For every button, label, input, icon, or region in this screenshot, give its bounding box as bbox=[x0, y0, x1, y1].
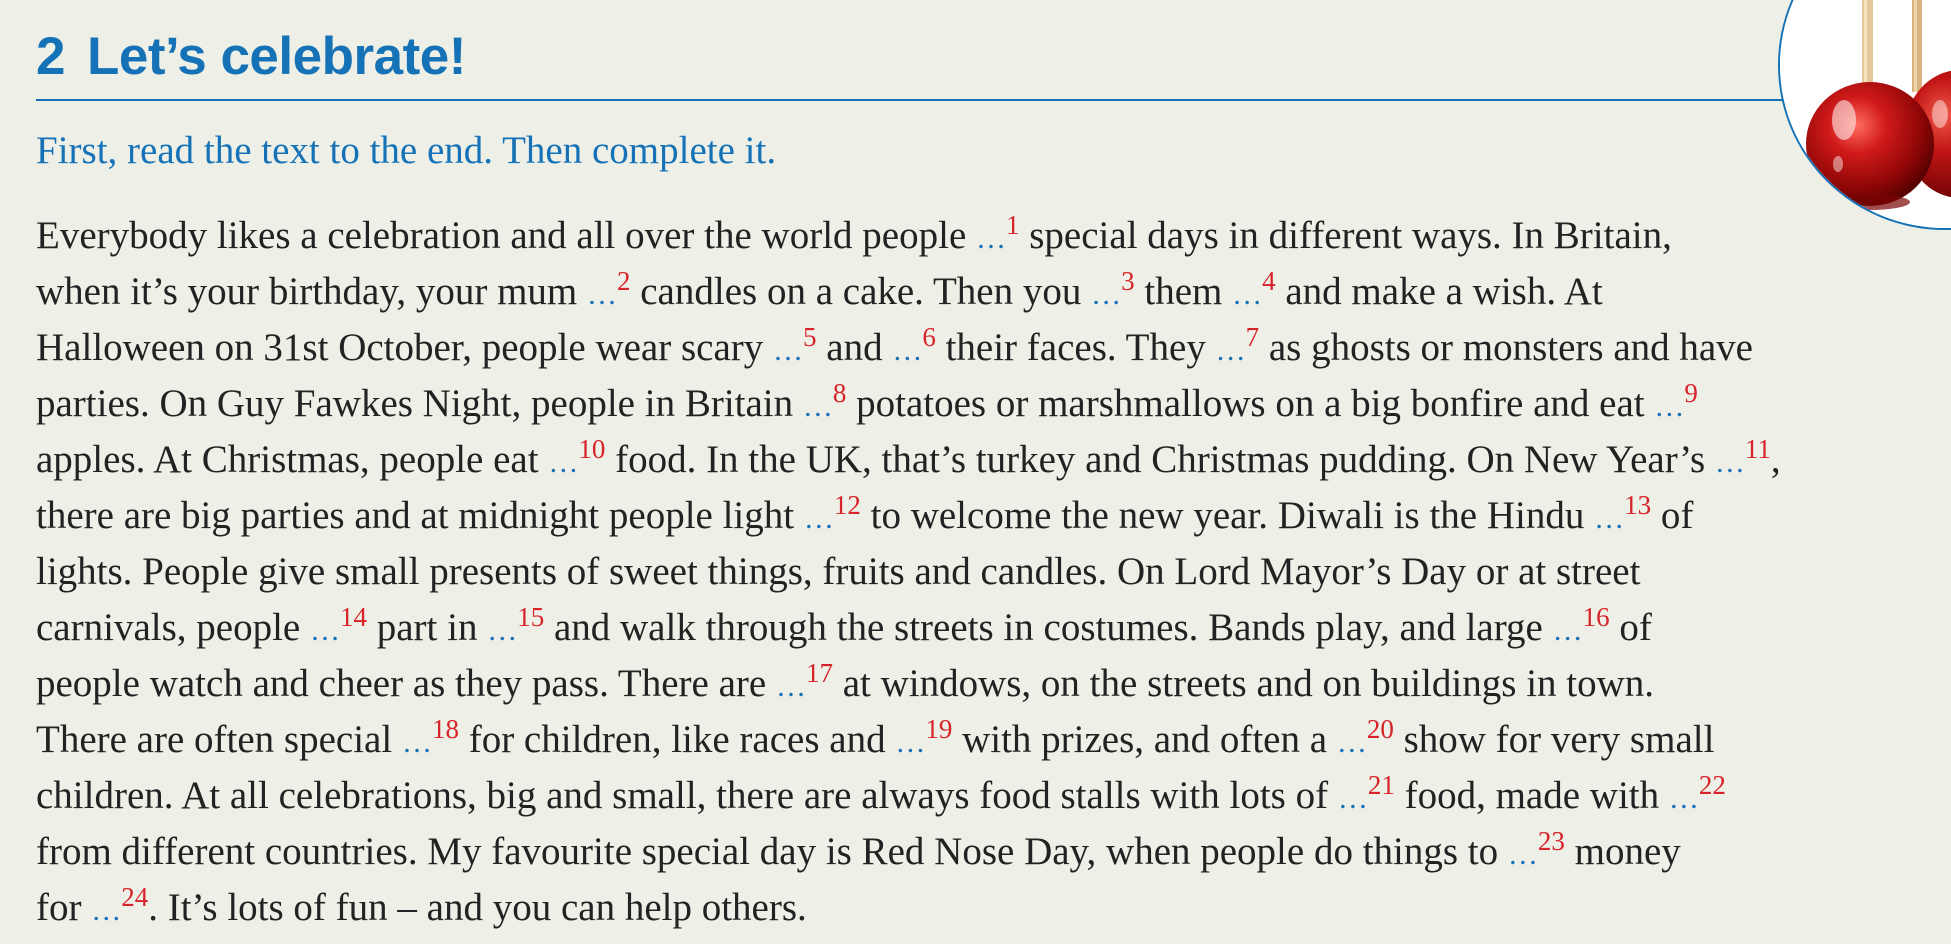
gap-marker: … bbox=[548, 446, 579, 479]
gap-number: 17 bbox=[805, 658, 833, 688]
gap-4[interactable] bbox=[1232, 266, 1276, 313]
gap-number: 5 bbox=[803, 322, 817, 352]
gap-12[interactable] bbox=[803, 490, 861, 537]
gap-15[interactable] bbox=[487, 602, 545, 649]
gap-8[interactable] bbox=[802, 378, 847, 425]
gap-number: 14 bbox=[339, 602, 367, 632]
gap-number: 13 bbox=[1624, 490, 1652, 520]
gap-21[interactable] bbox=[1337, 770, 1395, 817]
text-line bbox=[36, 376, 1951, 432]
gap-22[interactable] bbox=[1668, 770, 1726, 817]
gap-number: 11 bbox=[1744, 434, 1771, 464]
text-segment: for bbox=[36, 886, 92, 929]
text-segment: of bbox=[1609, 606, 1652, 649]
gap-marker: … bbox=[773, 334, 804, 367]
gap-marker: … bbox=[1668, 782, 1699, 815]
gap-2[interactable] bbox=[587, 266, 631, 313]
gap-number: 12 bbox=[833, 490, 861, 520]
gap-marker: … bbox=[775, 670, 806, 703]
gap-16[interactable] bbox=[1552, 602, 1610, 649]
text-segment: part in bbox=[366, 606, 488, 649]
text-line bbox=[36, 600, 1951, 656]
text-segment: and make a wish. At bbox=[1275, 270, 1603, 313]
text-line bbox=[36, 712, 1951, 768]
text-line bbox=[36, 488, 1951, 544]
gap-marker: … bbox=[803, 502, 834, 535]
gap-18[interactable] bbox=[401, 714, 459, 761]
text-segment: to welcome the new year. Diwali is the Hindu bbox=[860, 494, 1595, 537]
text-segment: and bbox=[816, 326, 893, 369]
toffee-apple-icon bbox=[1780, 0, 1951, 228]
gap-marker: … bbox=[1215, 334, 1246, 367]
exercise-title: Let’s celebrate! bbox=[86, 27, 466, 86]
text-segment: from different countries. My favourite special day is Red Nose Day, when people do things to bbox=[36, 830, 1508, 873]
text-segment: when it’s your birthday, your mum bbox=[36, 270, 587, 313]
gap-number: 16 bbox=[1582, 602, 1610, 632]
gap-19[interactable] bbox=[895, 714, 953, 761]
text-segment: lights. People give small presents of sweet things, fruits and candles. On Lord Mayor’s Day or at street bbox=[36, 550, 1641, 593]
gap-marker: … bbox=[1091, 278, 1122, 311]
text-segment: them bbox=[1134, 270, 1233, 313]
gap-number: 8 bbox=[832, 378, 847, 408]
gap-number: 19 bbox=[925, 714, 953, 744]
gap-marker: … bbox=[309, 614, 340, 647]
gap-marker: … bbox=[587, 278, 617, 311]
text-segment: candles on a cake. Then you bbox=[630, 270, 1092, 313]
gap-number: 20 bbox=[1366, 714, 1394, 744]
gap-marker: … bbox=[487, 614, 518, 647]
gap-number: 15 bbox=[517, 602, 545, 632]
gap-marker: … bbox=[1232, 278, 1263, 311]
text-segment: with prizes, and often a bbox=[952, 718, 1337, 761]
gap-marker: … bbox=[1654, 390, 1685, 423]
gap-number: 18 bbox=[431, 714, 459, 744]
gap-number: 4 bbox=[1262, 266, 1276, 296]
text-segment: there are big parties and at midnight people light bbox=[36, 494, 804, 537]
text-segment: as ghosts or monsters and have bbox=[1259, 326, 1753, 369]
gap-3[interactable] bbox=[1091, 266, 1135, 313]
text-line bbox=[36, 768, 1951, 824]
gap-marker: … bbox=[1594, 502, 1625, 535]
text-line bbox=[36, 264, 1951, 320]
text-segment: . It’s lots of fun – and you can help others. bbox=[148, 886, 807, 929]
gap-fill-text bbox=[36, 208, 1951, 936]
text-segment: people watch and cheer as they pass. There are bbox=[36, 662, 776, 705]
gap-17[interactable] bbox=[775, 658, 833, 705]
gap-marker: … bbox=[401, 726, 432, 759]
text-segment: children. At all celebrations, big and small, there are always food stalls with lots of bbox=[36, 774, 1338, 817]
gap-marker: … bbox=[1507, 838, 1538, 871]
gap-marker: … bbox=[1337, 782, 1368, 815]
text-segment: of bbox=[1651, 494, 1694, 537]
text-segment: carnivals, people bbox=[36, 606, 310, 649]
gap-marker: … bbox=[91, 894, 122, 927]
text-segment: money bbox=[1564, 830, 1681, 873]
text-line bbox=[36, 824, 1951, 880]
gap-number: 10 bbox=[578, 434, 606, 464]
gap-1[interactable] bbox=[976, 210, 1020, 257]
gap-10[interactable] bbox=[548, 434, 606, 481]
text-segment: Everybody likes a celebration and all over the world people bbox=[36, 214, 976, 257]
gap-24[interactable] bbox=[91, 882, 149, 929]
toffee-apple-photo bbox=[1778, 0, 1951, 230]
text-line bbox=[36, 880, 1951, 936]
gap-5[interactable] bbox=[773, 322, 817, 369]
heading-divider bbox=[36, 99, 1796, 101]
gap-marker: … bbox=[802, 390, 833, 423]
gap-number: 22 bbox=[1698, 770, 1726, 800]
exercise-instruction: First, read the text to the end. Then complete it. bbox=[36, 129, 777, 172]
text-line bbox=[36, 208, 1951, 264]
text-segment: parties. On Guy Fawkes Night, people in Britain bbox=[36, 382, 803, 425]
gap-20[interactable] bbox=[1336, 714, 1394, 761]
text-segment: their faces. They bbox=[935, 326, 1216, 369]
text-segment: special days in different ways. In Britain, bbox=[1019, 214, 1672, 257]
gap-7[interactable] bbox=[1215, 322, 1260, 369]
gap-marker: … bbox=[1552, 614, 1583, 647]
text-segment: food. In the UK, that’s turkey and Christmas pudding. On New Year’s bbox=[605, 438, 1715, 481]
text-segment: , bbox=[1770, 438, 1781, 481]
text-segment: potatoes or marshmallows on a big bonfire and eat bbox=[846, 382, 1655, 425]
text-segment: food, made with bbox=[1394, 774, 1669, 817]
gap-marker: … bbox=[1714, 446, 1745, 479]
text-segment: Halloween on 31st October, people wear scary bbox=[36, 326, 774, 369]
text-segment: There are often special bbox=[36, 718, 402, 761]
gap-number: 23 bbox=[1537, 826, 1565, 856]
exercise-number: 2 bbox=[36, 27, 65, 86]
gap-23[interactable] bbox=[1507, 826, 1565, 873]
gap-number: 1 bbox=[1006, 210, 1020, 240]
gap-14[interactable] bbox=[309, 602, 367, 649]
text-line bbox=[36, 432, 1951, 488]
gap-marker: … bbox=[895, 726, 926, 759]
gap-11[interactable] bbox=[1714, 434, 1771, 481]
gap-13[interactable] bbox=[1594, 490, 1652, 537]
gap-number: 3 bbox=[1121, 266, 1135, 296]
text-segment: and walk through the streets in costumes. Bands play, and large bbox=[544, 606, 1553, 649]
text-line bbox=[36, 544, 1951, 600]
text-segment: show for very small bbox=[1393, 718, 1715, 761]
text-line bbox=[36, 320, 1951, 376]
gap-marker: … bbox=[976, 222, 1006, 255]
exercise-heading bbox=[36, 26, 466, 87]
gap-number: 21 bbox=[1367, 770, 1395, 800]
text-segment: apples. At Christmas, people eat bbox=[36, 438, 549, 481]
gap-marker: … bbox=[1336, 726, 1367, 759]
gap-number: 2 bbox=[617, 266, 631, 296]
text-segment: at windows, on the streets and on buildings in town. bbox=[832, 662, 1655, 705]
text-segment: for children, like races and bbox=[458, 718, 896, 761]
gap-9[interactable] bbox=[1654, 378, 1698, 425]
gap-number: 7 bbox=[1245, 322, 1260, 352]
gap-number: 6 bbox=[922, 322, 936, 352]
gap-number: 24 bbox=[121, 882, 149, 912]
gap-marker: … bbox=[892, 334, 923, 367]
text-line bbox=[36, 656, 1951, 712]
gap-number: 9 bbox=[1684, 378, 1698, 408]
gap-6[interactable] bbox=[892, 322, 936, 369]
